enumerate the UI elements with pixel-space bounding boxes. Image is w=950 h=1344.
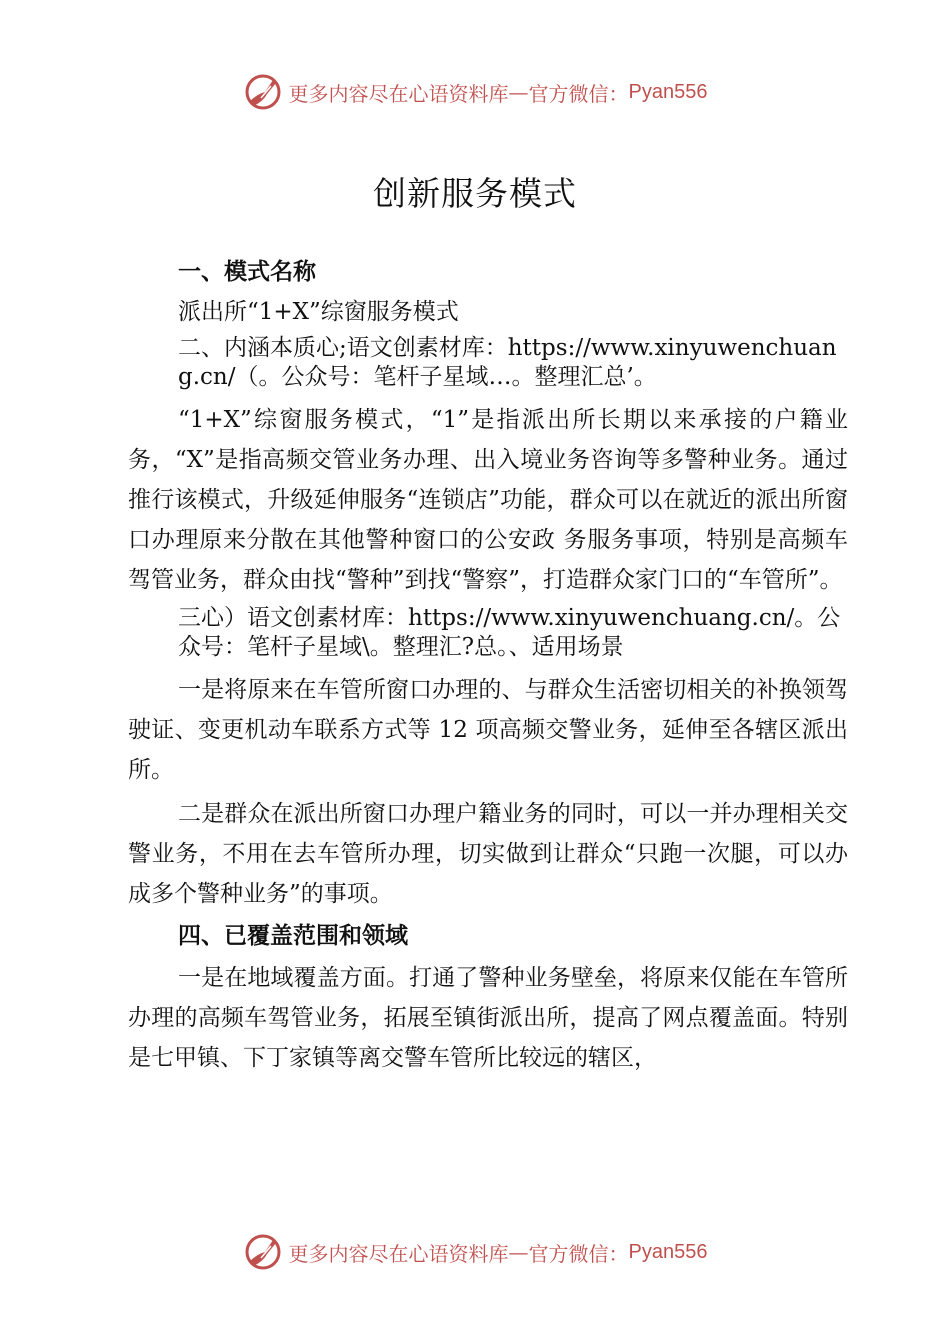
watermark-id: Pyan556 xyxy=(628,80,708,103)
document-body xyxy=(128,254,848,1082)
watermark-id: Pyan556 xyxy=(628,1240,708,1263)
section3-heading: 三心）语文创素材库：https://www.xinyuwenchuang.cn/。公众号：笔杆子星域\。整理汇?总。、适用场景 xyxy=(178,605,841,660)
watermark-separator: — xyxy=(508,80,529,104)
section2-heading: 二、内涵本质心;语文创素材库：https://www.xinyuwenchuang.cn/（。公众号：笔杆子星域…。整理汇总’。 xyxy=(178,335,837,390)
footer-watermark xyxy=(0,1230,950,1274)
header-watermark xyxy=(0,70,950,114)
pen-logo-icon xyxy=(243,72,283,112)
section1-heading: 一、模式名称 xyxy=(178,259,316,285)
section1-text: 派出所“1+X”综窗服务模式 xyxy=(178,299,459,325)
watermark-text: 更多内容尽在心语资料库 xyxy=(288,1241,509,1266)
watermark-label: 官方微信： xyxy=(528,81,629,106)
section4-heading: 四、已覆盖范围和领域 xyxy=(178,923,408,949)
watermark-separator: — xyxy=(508,1240,529,1264)
section3-paragraph-2: 二是群众在派出所窗口办理户籍业务的同时，可以一并办理相关交警业务，不用在去车管所办理，切实做到让群众“只跑一次腿，可以办成多个警种业务”的事项。 xyxy=(128,801,848,907)
section4-paragraph-1: 一是在地域覆盖方面。打通了警种业务壁垒，将原来仅能在车管所办理的高频车驾管业务，拓展至镇街派出所，提高了网点覆盖面。特别是七甲镇、下丁家镇等离交警车管所比较远的辖区， xyxy=(128,965,848,1071)
watermark-label: 官方微信： xyxy=(528,1241,629,1266)
section3-paragraph-1: 一是将原来在车管所窗口办理的、与群众生活密切相关的补换领驾驶证、变更机动车联系方式等 12 项高频交警业务，延伸至各辖区派出所。 xyxy=(128,677,848,783)
watermark-text: 更多内容尽在心语资料库 xyxy=(288,81,509,106)
pen-logo-icon xyxy=(243,1232,283,1272)
section2-paragraph: “1+X”综窗服务模式，“1”是指派出所长期以来承接的户籍业务，“X”是指高频交管业务办理、出入境业务咨询等多警种业务。通过推行该模式，升级延伸服务“连锁店”功能，群众可以在就近的派出所窗口办理原来分散在其他警种窗口的公安政 务服务事项，特别是高频车驾管业务，群众由找“警种”到找“警察”，打造群众家门口的“车管所”。 xyxy=(128,407,848,593)
page-title: 创新服务模式 xyxy=(373,174,577,213)
